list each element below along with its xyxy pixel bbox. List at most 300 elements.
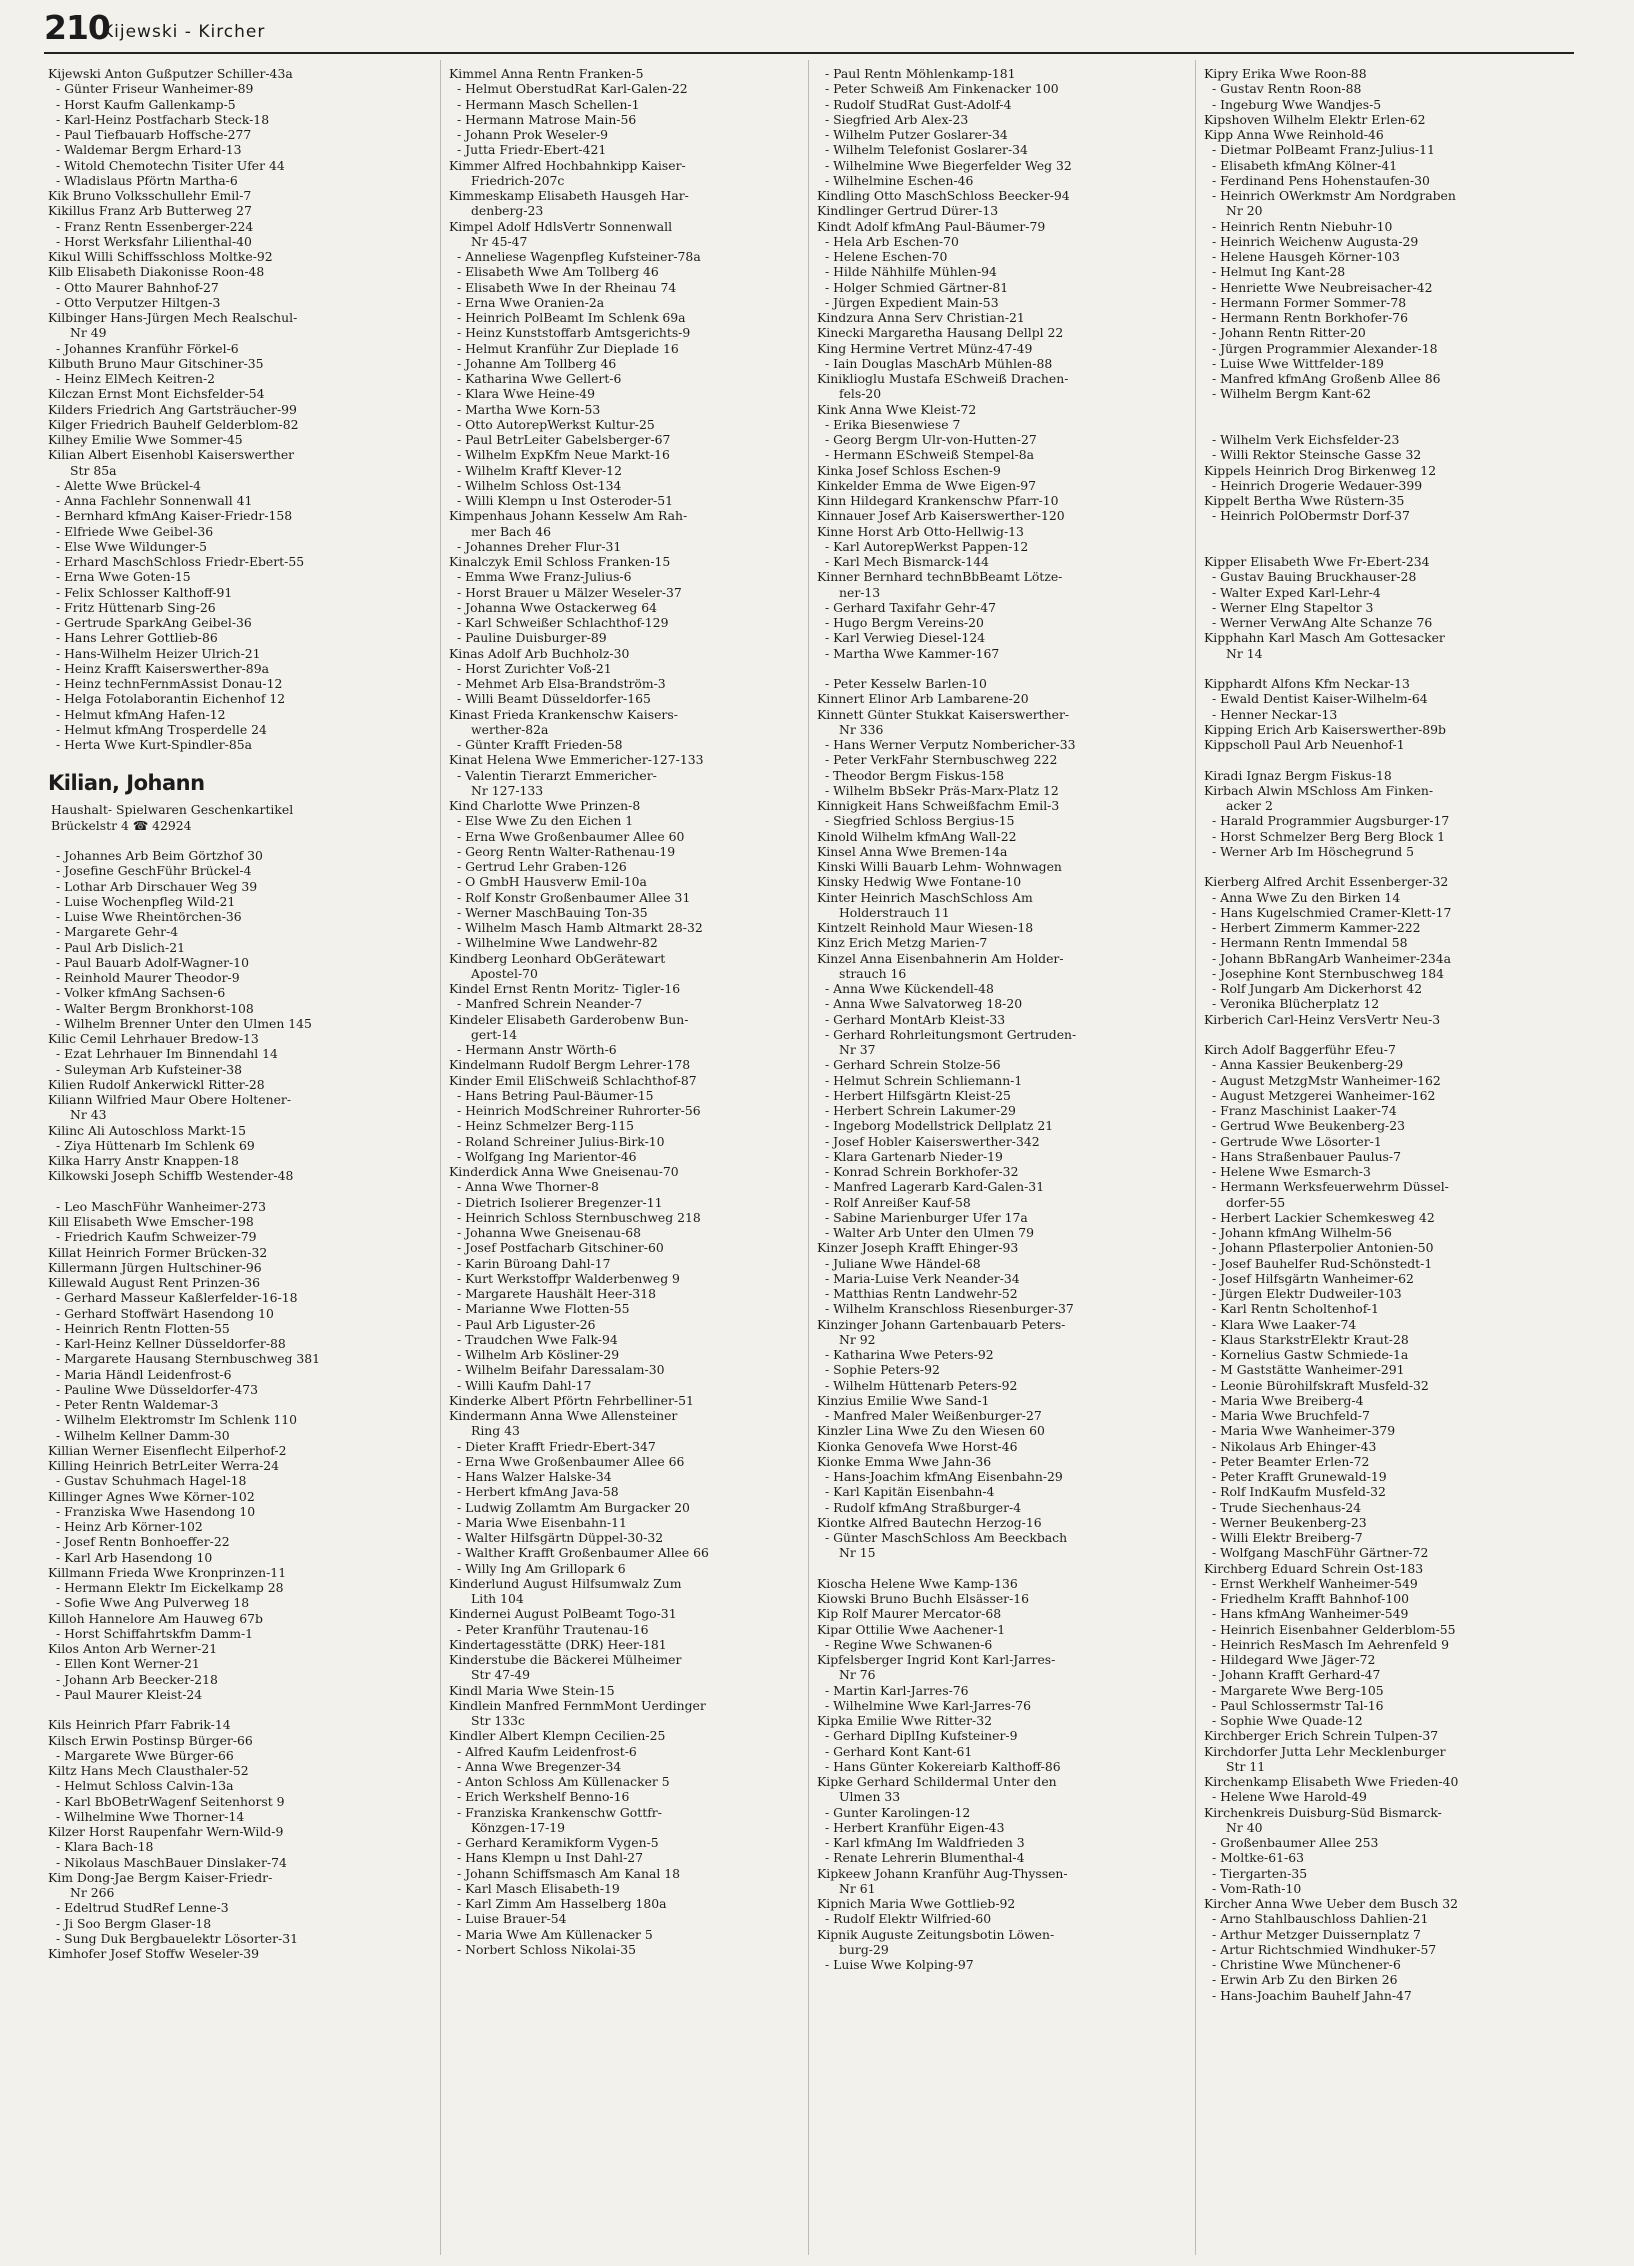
directory-entry: - Theodor Bergm Fiskus-158 [825,767,1004,783]
directory-entry: - Leonie Bürohilfskraft Musfeld-32 [1212,1377,1429,1393]
directory-entry: - Rudolf Elektr Wilfried-60 [825,1911,992,1927]
directory-entry: - Alfred Kaufm Leidenfrost-6 [457,1743,637,1759]
directory-entry: - Hans-Joachim kfmAng Eisenbahn-29 [825,1469,1063,1484]
directory-entry: - Gerhard Stoffwärt Hasendong 10 [56,1305,274,1321]
directory-entry: Kipkeew Johann Kranführ Aug-Thyssen- [817,1865,1068,1881]
directory-entry: - Margarete Wwe Berg-105 [1212,1682,1384,1698]
directory-entry: - Johann Rentn Ritter-20 [1212,325,1366,341]
directory-entry: Kilczan Ernst Mont Eichsfelder-54 [48,386,265,402]
directory-entry: - Sabine Marienburger Ufer 17a [825,1209,1028,1225]
directory-entry: - Heinrich ModSchreiner Ruhrorter-56 [457,1103,701,1118]
directory-entry: Kindeler Elisabeth Garderobenw Bun- [449,1011,689,1027]
directory-entry: Kipnich Maria Wwe Gottlieb-92 [817,1896,1016,1911]
directory-entry: Kilders Friedrich Ang Gartsträucher-99 [48,401,297,417]
directory-entry: - Gerhard Masseur Kaßlerfelder-16-18 [56,1290,298,1306]
directory-entry: Killmann Frieda Wwe Kronprinzen-11 [48,1564,287,1580]
directory-entry: Killewald August Rent Prinzen-36 [48,1275,260,1290]
entry-continuation: fels-20 [839,386,882,402]
directory-entry: Kinzel Anna Eisenbahnerin Am Holder- [817,950,1064,966]
directory-entry: Kinnigkeit Hans Schweißfachm Emil-3 [817,798,1060,813]
directory-entry: - Maria-Luise Verk Neander-34 [825,1270,1020,1286]
directory-entry: Kirbach Alwin MSchloss Am Finken- [1204,782,1434,798]
entry-continuation: mer Bach 46 [471,523,552,539]
directory-entry: - Werner Arb Im Höschegrund 5 [1212,843,1415,859]
directory-entry: Kinderke Albert Pförtn Fehrbelliner-51 [449,1392,694,1408]
directory-entry: - Hugo Bergm Vereins-20 [825,615,984,630]
directory-entry: Kinnert Elinor Arb Lambarene-20 [817,691,1029,707]
directory-entry: Kilhey Emilie Wwe Sommer-45 [48,432,243,447]
directory-entry: - Horst Brauer u Mälzer Weseler-37 [457,584,682,600]
directory-entry: - Helmut Kranführ Zur Dieplade 16 [457,340,679,356]
directory-entry: Kinzler Lina Wwe Zu den Wiesen 60 [817,1423,1045,1439]
directory-entry: Kipphahn Karl Masch Am Gottesacker [1204,630,1445,646]
directory-entry: - Roland Schreiner Julius-Birk-10 [457,1133,665,1149]
directory-entry: - Wilhelm Masch Hamb Altmarkt 28-32 [457,920,703,935]
directory-entry: - Heinz Krafft Kaiserswerther-89a [56,660,269,676]
directory-entry: - Günter Krafft Frieden-58 [457,737,623,752]
directory-entry: - Gerhard Taxifahr Gehr-47 [825,599,996,615]
directory-entry: Kilzer Horst Raupenfahr Wern-Wild-9 [48,1824,284,1839]
directory-entry: - Arthur Metzger Duissernplatz 7 [1212,1926,1421,1942]
directory-entry: - Maria Wwe Bruchfeld-7 [1212,1408,1370,1423]
directory-entry: Kierberg Alfred Archit Essenberger-32 [1204,874,1449,890]
directory-entry: Kinold Wilhelm kfmAng Wall-22 [817,828,1017,844]
directory-entry: - Waldemar Bergm Erhard-13 [56,142,242,158]
directory-entry: - Johann Prok Weseler-9 [457,127,609,142]
directory-entry: - Wilhelm Schloss Ost-134 [457,477,622,493]
directory-entry: - Christine Wwe Münchener-6 [1212,1957,1401,1972]
directory-entry: - Renate Lehrerin Blumenthal-4 [825,1850,1025,1866]
directory-entry: Kinnauer Josef Arb Kaiserswerther-120 [817,508,1065,524]
directory-entry: - Rudolf StudRat Gust-Adolf-4 [825,96,1012,112]
entry-gap [1204,752,1554,767]
directory-entry: Kindertagesstätte (DRK) Heer-181 [449,1636,667,1652]
directory-entry: - Wilhelm Bergm Kant-62 [1212,386,1372,402]
directory-entry: - Wilhelmine Wwe Biegerfelder Weg 32 [825,157,1072,173]
directory-entry: - Herbert Kranführ Eigen-43 [825,1819,1005,1835]
directory-entry: - Elisabeth Wwe Am Tollberg 46 [457,264,659,280]
entry-continuation: Nr 15 [839,1545,876,1561]
directory-entry: Kinzer Joseph Krafft Ehinger-93 [817,1240,1019,1256]
directory-entry: - Wilhelm Kellner Damm-30 [56,1427,230,1443]
directory-entry: - Katharina Wwe Gellert-6 [457,371,622,386]
directory-entry: - Horst Werksfahr Lilienthal-40 [56,233,252,249]
directory-entry: - Johann Pflasterpolier Antonien-50 [1212,1240,1434,1256]
directory-entry: Kinter Heinrich MaschSchloss Am [817,889,1033,905]
directory-entry: - Johannes Kranführ Förkel-6 [56,340,239,356]
directory-entry: - Paul Tiefbauarb Hoffsche-277 [56,127,252,142]
directory-entry: - Dietmar PolBeamt Franz-Julius-11 [1212,142,1435,158]
directory-entry: - Wilhelm Kraftf Klever-12 [457,462,622,478]
directory-entry: - Hermann ESchweiß Stempel-8a [825,447,1035,463]
directory-entry: Kinnett Günter Stukkat Kaiserswerther- [817,706,1070,722]
directory-entry: Killat Heinrich Former Brücken-32 [48,1244,268,1260]
directory-entry: - Walter Hilfsgärtn Düppel-30-32 [457,1530,664,1545]
directory-entry: - Heinrich PolBeamt Im Schlenk 69a [457,310,686,325]
directory-entry: - Herbert Schrein Lakumer-29 [825,1103,1016,1118]
directory-entry: - Heinz ElMech Keitren-2 [56,371,216,386]
column-rule [1195,60,1196,2255]
directory-entry: - Hermann Elektr Im Eickelkamp 28 [56,1580,284,1595]
directory-entry: - Maria Wwe Am Küllenacker 5 [457,1926,653,1942]
directory-entry: Kinast Frieda Krankenschw Kaisers- [449,706,678,722]
page-header [44,8,1574,54]
directory-entry: - Rolf IndKaufm Musfeld-32 [1212,1484,1386,1500]
directory-entry: - Sophie Peters-92 [825,1362,940,1378]
directory-entry: Kinder Emil EliSchweiß Schlachthof-87 [449,1072,697,1088]
directory-entry: - Georg Bergm Ulr-von-Hutten-27 [825,432,1037,447]
directory-entry: - Maria Händl Leidenfrost-6 [56,1366,232,1382]
directory-entry: - Werner Elng Stapeltor 3 [1212,599,1374,615]
directory-entry: - Heinrich Eisenbahner Gelderblom-55 [1212,1621,1456,1637]
entry-continuation: gert-14 [471,1026,518,1042]
directory-entry: Kinecki Margaretha Hausang Dellpl 22 [817,325,1064,341]
column-rule [440,60,441,2255]
directory-entry: - Otto Verputzer Hiltgen-3 [56,294,221,310]
directory-entry: - Paul Arb Liguster-26 [457,1316,596,1332]
directory-entry: - August MetzgMstr Wanheimer-162 [1212,1072,1441,1088]
directory-entry: - Kornelius Gastw Schmiede-1a [1212,1347,1409,1362]
directory-entry: - Heinrich ResMasch Im Aehrenfeld 9 [1212,1636,1449,1652]
directory-entry: - Helene Wwe Esmarch-3 [1212,1164,1371,1179]
directory-entry: - Helmut OberstudRat Karl-Galen-22 [457,81,688,97]
directory-entry: - Traudchen Wwe Falk-94 [457,1331,618,1347]
directory-entry: - Anneliese Wagenpfleg Kufsteiner-78a [457,249,701,264]
directory-entry: - Helene Hausgeh Körner-103 [1212,249,1400,264]
directory-entry: Kiliann Wilfried Maur Obere Holtener- [48,1092,292,1107]
directory-entry: - Ingeburg Wwe Wandjes-5 [1212,96,1382,112]
directory-entry: - Paul Arb Dislich-21 [56,939,185,955]
directory-entry: - Hans Günter Kokereiarb Kalthoff-86 [825,1758,1061,1774]
directory-entry: Kionke Emma Wwe Jahn-36 [817,1453,992,1469]
directory-entry: - Peter Kesselw Barlen-10 [825,676,987,691]
directory-entry: - Valentin Tierarzt Emmericher- [457,767,657,783]
directory-entry: - Hans Klempn u Inst Dahl-27 [457,1850,644,1866]
directory-entry: - Peter Beamter Erlen-72 [1212,1453,1370,1469]
directory-entry: Kirch Adolf Baggerführ Efeu-7 [1204,1042,1396,1057]
directory-entry: Kimmeskamp Elisabeth Hausgeh Har- [449,188,689,203]
directory-entry: - Franz Rentn Essenberger-224 [56,218,254,234]
directory-entry: Kinn Hildegard Krankenschw Pfarr-10 [817,493,1059,508]
directory-entry: - Heinz Kunststoffarb Amtsgerichts-9 [457,325,691,341]
directory-entry: - Martin Karl-Jarres-76 [825,1682,969,1698]
entry-continuation: Nr 43 [70,1107,107,1123]
directory-entry: - Hans-Wilhelm Heizer Ulrich-21 [56,645,261,661]
directory-entry: King Hermine Vertret Münz-47-49 [817,340,1033,356]
directory-entry: - Josef Rentn Bonhoeffer-22 [56,1534,230,1550]
directory-entry: Kiniklioglu Mustafa ESchweiß Drachen- [817,371,1069,386]
entry-continuation: dorfer-55 [1226,1194,1286,1210]
directory-entry: - Ernst Werkhelf Wanheimer-549 [1212,1575,1418,1591]
directory-entry: - Werner VerwAng Alte Schanze 76 [1212,615,1433,630]
directory-entry: Kipfelsberger Ingrid Kont Karl-Jarres- [817,1652,1056,1667]
directory-entry: - Peter Rentn Waldemar-3 [56,1397,219,1412]
directory-entry: - Ji Soo Bergm Glaser-18 [56,1915,212,1931]
entry-continuation: Str 85a [70,462,117,478]
directory-entry: Kinas Adolf Arb Buchholz-30 [449,645,630,661]
directory-entry: - Johannes Arb Beim Görtzhof 30 [56,848,263,863]
directory-entry: - Hermann Rentn Immendal 58 [1212,935,1408,951]
directory-entry: - Hermann Anstr Wörth-6 [457,1042,617,1057]
directory-entry: Kijewski Anton Gußputzer Schiller-43a [48,66,293,81]
directory-entry: - Klaus StarkstrElektr Kraut-28 [1212,1331,1409,1347]
directory-entry: - Anna Wwe Kückendell-48 [825,981,994,996]
directory-entry: - Josef Postfacharb Gitschiner-60 [457,1240,664,1256]
directory-entry: Kinz Erich Metzg Marien-7 [817,935,988,951]
directory-entry: - Wilhelm Brenner Unter den Ulmen 145 [56,1015,312,1031]
entry-continuation: Str 47-49 [471,1667,531,1683]
directory-entry: - Heinrich Schloss Sternbuschweg 218 [457,1209,701,1225]
directory-entry: Kimpenhaus Johann Kesselw Am Rah- [449,508,688,524]
entry-continuation: Nr 61 [839,1880,876,1896]
entry-continuation: Nr 92 [839,1331,876,1347]
directory-entry: - Hildegard Wwe Jäger-72 [1212,1652,1376,1667]
directory-entry: - Peter VerkFahr Sternbuschweg 222 [825,752,1058,768]
directory-entry: - Juliane Wwe Händel-68 [825,1255,981,1271]
directory-entry: - Anna Wwe Bregenzer-34 [457,1758,622,1774]
directory-entry: - Norbert Schloss Nikolai-35 [457,1941,636,1957]
directory-entry: - Herta Wwe Kurt-Spindler-85a [56,737,253,752]
directory-entry: - Ellen Kont Werner-21 [56,1656,200,1672]
directory-entry: - Gustav Schuhmach Hagel-18 [56,1473,247,1489]
directory-entry: - Henner Neckar-13 [1212,706,1338,722]
directory-entry: - Willy Ing Am Grillopark 6 [457,1560,626,1576]
directory-entry: Kippelt Bertha Wwe Rüstern-35 [1204,493,1405,508]
directory-entry: Kilinc Ali Autoschloss Markt-15 [48,1122,246,1138]
entry-continuation: strauch 16 [839,965,907,981]
directory-entry: - Rolf Anreißer Kauf-58 [825,1194,971,1210]
directory-entry: Kirchenkreis Duisburg-Süd Bismarck- [1204,1804,1442,1820]
directory-entry: Kipnik Auguste Zeitungsbotin Löwen- [817,1926,1055,1942]
directory-entry: - Hermann Masch Schellen-1 [457,96,640,112]
directory-entry: - Herbert kfmAng Java-58 [457,1484,619,1500]
directory-entry: - Wolfgang Ing Marientor-46 [457,1148,637,1164]
directory-entry: - Trude Siechenhaus-24 [1212,1499,1362,1515]
directory-entry: - Karl Masch Elisabeth-19 [457,1880,620,1896]
directory-entry: - Karl Verwieg Diesel-124 [825,630,986,646]
directory-entry: - Dieter Krafft Friedr-Ebert-347 [457,1438,656,1454]
directory-entry: Killian Werner Eisenflecht Eilperhof-2 [48,1442,287,1458]
directory-entry: Kinderstube die Bäckerei Mülheimer [449,1652,682,1667]
directory-entry: Kind Charlotte Wwe Prinzen-8 [449,798,641,813]
directory-entry: - Emma Wwe Franz-Julius-6 [457,569,632,585]
directory-entry: - Johann Krafft Gerhard-47 [1212,1667,1381,1683]
directory-entry: - Franziska Krankenschw Gottfr- [457,1804,662,1820]
directory-entry: - Heinz Arb Körner-102 [56,1519,203,1534]
directory-entry: - Hans Walzer Halske-34 [457,1469,612,1484]
directory-entry: - Horst Zurichter Voß-21 [457,660,612,676]
directory-entry: - Willi Beamt Düsseldorfer-165 [457,691,651,707]
directory-entry: - Johanna Wwe Gneisenau-68 [457,1225,641,1240]
directory-entry: - Otto AutorepWerkst Kultur-25 [457,416,655,432]
directory-entry: - Hermann Rentn Borkhofer-76 [1212,310,1408,325]
directory-entry: - Sofie Wwe Ang Pulverweg 18 [56,1595,250,1611]
entry-continuation: Ring 43 [471,1423,520,1439]
directory-entry: Kindzura Anna Serv Christian-21 [817,310,1025,325]
directory-entry: Kilkowski Joseph Schiffb Westender-48 [48,1168,294,1184]
directory-entry: - Erna Wwe Großenbaumer Allee 60 [457,828,685,844]
directory-entry: - Karl Rentn Scholtenhof-1 [1212,1301,1379,1317]
directory-entry: Kindberg Leonhard ObGerätewart [449,950,666,966]
directory-entry: Kionka Genovefa Wwe Horst-46 [817,1438,1018,1454]
directory-entry: Kirchberger Erich Schrein Tulpen-37 [1204,1728,1439,1744]
directory-entry: Kindelmann Rudolf Bergm Lehrer-178 [449,1057,691,1073]
directory-entry: - Johanna Wwe Ostackerweg 64 [457,599,657,615]
directory-entry: - Wilhelm Arb Kösliner-29 [457,1347,620,1362]
directory-entry: - Rolf Konstr Großenbaumer Allee 31 [457,889,691,905]
directory-entry: - Karl Schweißer Schlachthof-129 [457,615,669,630]
directory-entry: - Gertrud Wwe Beukenberg-23 [1212,1118,1405,1134]
directory-entry: Kirchberg Eduard Schrein Ost-183 [1204,1560,1424,1576]
entry-continuation: Nr 336 [839,721,884,737]
directory-entry: - Paul BetrLeiter Gabelsberger-67 [457,432,671,447]
directory-entry: - Manfred Maler Weißenburger-27 [825,1408,1042,1423]
directory-entry: - Reinhold Maurer Theodor-9 [56,970,240,985]
directory-entry: - Margarete Hausang Sternbuschweg 381 [56,1351,321,1367]
directory-entry: - Martha Wwe Korn-53 [457,401,601,417]
directory-entry: - Hans Betring Paul-Bäumer-15 [457,1087,654,1103]
directory-entry: - Henriette Wwe Neubreisacher-42 [1212,279,1433,295]
directory-entry: Kinderlund August Hilfsumwalz Zum [449,1575,682,1591]
directory-entry: - Edeltrud StudRef Lenne-3 [56,1900,229,1916]
entry-continuation: Lith 104 [471,1591,524,1606]
directory-entry: Kilbinger Hans-Jürgen Mech Realschul- [48,310,298,325]
directory-entry: - Tiergarten-35 [1212,1865,1308,1881]
directory-entry: - Lothar Arb Dirschauer Weg 39 [56,878,258,894]
directory-entry: - Mehmet Arb Elsa-Brandström-3 [457,676,666,691]
entry-continuation: Nr 45-47 [471,233,528,249]
directory-entry: - Wilhelm Beifahr Daressalam-30 [457,1362,665,1378]
directory-entry: - Karl kfmAng Im Waldfrieden 3 [825,1835,1025,1850]
directory-entry: Kipp Anna Wwe Reinhold-46 [1204,127,1384,142]
entry-continuation: burg-29 [839,1941,889,1957]
directory-entry: - Paul Maurer Kleist-24 [56,1686,203,1702]
directory-entry: - Hans Straßenbauer Paulus-7 [1212,1148,1401,1164]
directory-entry: - Wilhelm BbSekr Präs-Marx-Platz 12 [825,782,1059,798]
directory-entry: - Erna Wwe Goten-15 [56,569,191,585]
directory-entry: - Manfred Lagerarb Kard-Galen-31 [825,1179,1045,1195]
directory-entry: - Günter MaschSchloss Am Beeckbach [825,1530,1068,1545]
directory-entry: - Wilhelm Kranschloss Riesenburger-37 [825,1301,1074,1317]
directory-entry: Kinsky Hedwig Wwe Fontane-10 [817,874,1022,890]
directory-entry: - Gerhard DiplIng Kufsteiner-9 [825,1728,1018,1744]
directory-entry: - Else Wwe Zu den Eichen 1 [457,813,634,829]
business-ad-line: Brückelstr 4 ☎ 42924 [51,817,192,833]
directory-entry: Kinka Josef Schloss Eschen-9 [817,462,1001,478]
directory-entry: - Johann kfmAng Wilhelm-56 [1212,1225,1392,1240]
directory-column-1 [48,66,398,1961]
directory-entry: Kipshoven Wilhelm Elektr Erlen-62 [1204,111,1426,127]
directory-entry: - Hans Kugelschmied Cramer-Klett-17 [1212,904,1452,920]
entry-continuation: Nr 14 [1226,645,1263,661]
directory-entry: - Horst Schiffahrtskfm Damm-1 [56,1625,254,1641]
directory-entry: - Franz Maschinist Laaker-74 [1212,1103,1397,1118]
directory-entry: Kiontke Alfred Bautechn Herzog-16 [817,1514,1042,1530]
directory-entry: Kioscha Helene Wwe Kamp-136 [817,1575,1018,1591]
directory-entry: - Karin Büroang Dahl-17 [457,1255,611,1271]
directory-entry: Kipke Gerhard Schildermal Unter den [817,1774,1057,1789]
entry-continuation: Nr 266 [70,1885,115,1900]
directory-entry: Kim Dong-Jae Bergm Kaiser-Friedr- [48,1869,273,1885]
directory-column-4 [1204,66,1554,2003]
directory-entry: - Jutta Friedr-Ebert-421 [457,142,607,158]
directory-entry: - Heinrich Weichenw Augusta-29 [1212,233,1419,249]
directory-entry: - Karl Kapitän Eisenbahn-4 [825,1484,995,1500]
entry-gap [1204,1027,1554,1042]
directory-entry: - Wilhelmine Eschen-46 [825,172,974,188]
entry-gap [48,1184,398,1199]
directory-entry: Kilger Friedrich Bauhelf Gelderblom-82 [48,416,299,432]
directory-entry: - Margarete Haushält Heer-318 [457,1286,656,1301]
directory-entry: - Gustav Rentn Roon-88 [1212,81,1362,97]
directory-entry: - Helga Fotolaborantin Eichenhof 12 [56,691,286,707]
directory-entry: - Erwin Arb Zu den Birken 26 [1212,1972,1398,1988]
directory-entry: - Fritz Hüttenarb Sing-26 [56,599,216,615]
directory-entry: Kipar Ottilie Wwe Aachener-1 [817,1621,1006,1637]
entry-continuation: werther-82a [471,721,549,737]
directory-entry: - Johann Schiffsmasch Am Kanal 18 [457,1865,681,1881]
directory-entry: Kindt Adolf kfmAng Paul-Bäumer-79 [817,218,1046,234]
directory-entry: - Volker kfmAng Sachsen-6 [56,985,226,1001]
directory-entry: - Peter Krafft Grunewald-19 [1212,1469,1387,1484]
directory-entry: Kinalczyk Emil Schloss Franken-15 [449,554,671,569]
directory-entry: - Willi Elektr Breiberg-7 [1212,1530,1363,1545]
directory-entry: Kilka Harry Anstr Knappen-18 [48,1153,239,1168]
directory-entry: - August Metzgerei Wanheimer-162 [1212,1087,1436,1103]
directory-entry: - Suleyman Arb Kufsteiner-38 [56,1061,243,1077]
directory-entry: - Jürgen Programmier Alexander-18 [1212,340,1438,356]
directory-entry: Kirberich Carl-Heinz VersVertr Neu-3 [1204,1011,1441,1027]
directory-entry: - Wilhelmine Wwe Karl-Jarres-76 [825,1697,1031,1713]
directory-entry: Kilsch Erwin Postinsp Bürger-66 [48,1732,253,1748]
directory-entry: Kipry Erika Wwe Roon-88 [1204,66,1367,81]
directory-entry: Kik Bruno Volksschullehr Emil-7 [48,188,252,203]
directory-entry: - Josef Hobler Kaiserswerther-342 [825,1133,1040,1149]
directory-entry: - Luise Brauer-54 [457,1911,567,1927]
directory-entry: - Maria Wwe Wanheimer-379 [1212,1423,1396,1439]
directory-entry: Kinsel Anna Wwe Bremen-14a [817,843,1008,859]
entry-continuation: Nr 49 [70,325,107,341]
directory-entry: Kipka Emilie Wwe Ritter-32 [817,1713,993,1728]
entry-continuation: Str 133c [471,1713,525,1728]
directory-entry: Kiltz Hans Mech Clausthaler-52 [48,1763,249,1778]
directory-entry: - Helene Eschen-70 [825,249,948,264]
directory-column-2 [449,66,799,1957]
directory-entry: - Hela Arb Eschen-70 [825,233,959,249]
directory-entry: - Klara Wwe Heine-49 [457,386,595,402]
directory-entry: - Iain Douglas MaschArb Mühlen-88 [825,355,1053,371]
directory-entry: - Gunter Karolingen-12 [825,1804,971,1820]
directory-entry: Kilien Rudolf Ankerwickl Ritter-28 [48,1076,265,1092]
entry-continuation: ner-13 [839,584,881,600]
directory-entry: - Gustav Bauing Bruckhauser-28 [1212,569,1417,585]
directory-entry: - Maria Wwe Eisenbahn-11 [457,1514,627,1530]
directory-entry: - Johanne Am Tollberg 46 [457,355,617,371]
directory-entry: - Paul Schlossermstr Tal-16 [1212,1697,1384,1713]
directory-entry: Kindling Otto MaschSchloss Beecker-94 [817,188,1070,203]
directory-entry: - Elisabeth Wwe In der Rheinau 74 [457,279,677,295]
entry-continuation: Nr 76 [839,1667,876,1683]
directory-entry: - Georg Rentn Walter-Rathenau-19 [457,843,676,859]
directory-entry: - Leo MaschFühr Wanheimer-273 [56,1198,266,1214]
directory-entry: - Großenbaumer Allee 253 [1212,1835,1379,1850]
directory-entry: - Heinrich Rentn Flotten-55 [56,1320,230,1336]
directory-entry: Kilos Anton Arb Werner-21 [48,1641,218,1656]
directory-entry: - Arno Stahlbauschloss Dahlien-21 [1212,1911,1429,1927]
directory-entry: - Friedhelm Krafft Bahnhof-100 [1212,1591,1409,1606]
page-range-label: Kijewski - Kircher [102,22,266,42]
directory-entry: - Josef Hilfsgärtn Wanheimer-62 [1212,1270,1414,1286]
